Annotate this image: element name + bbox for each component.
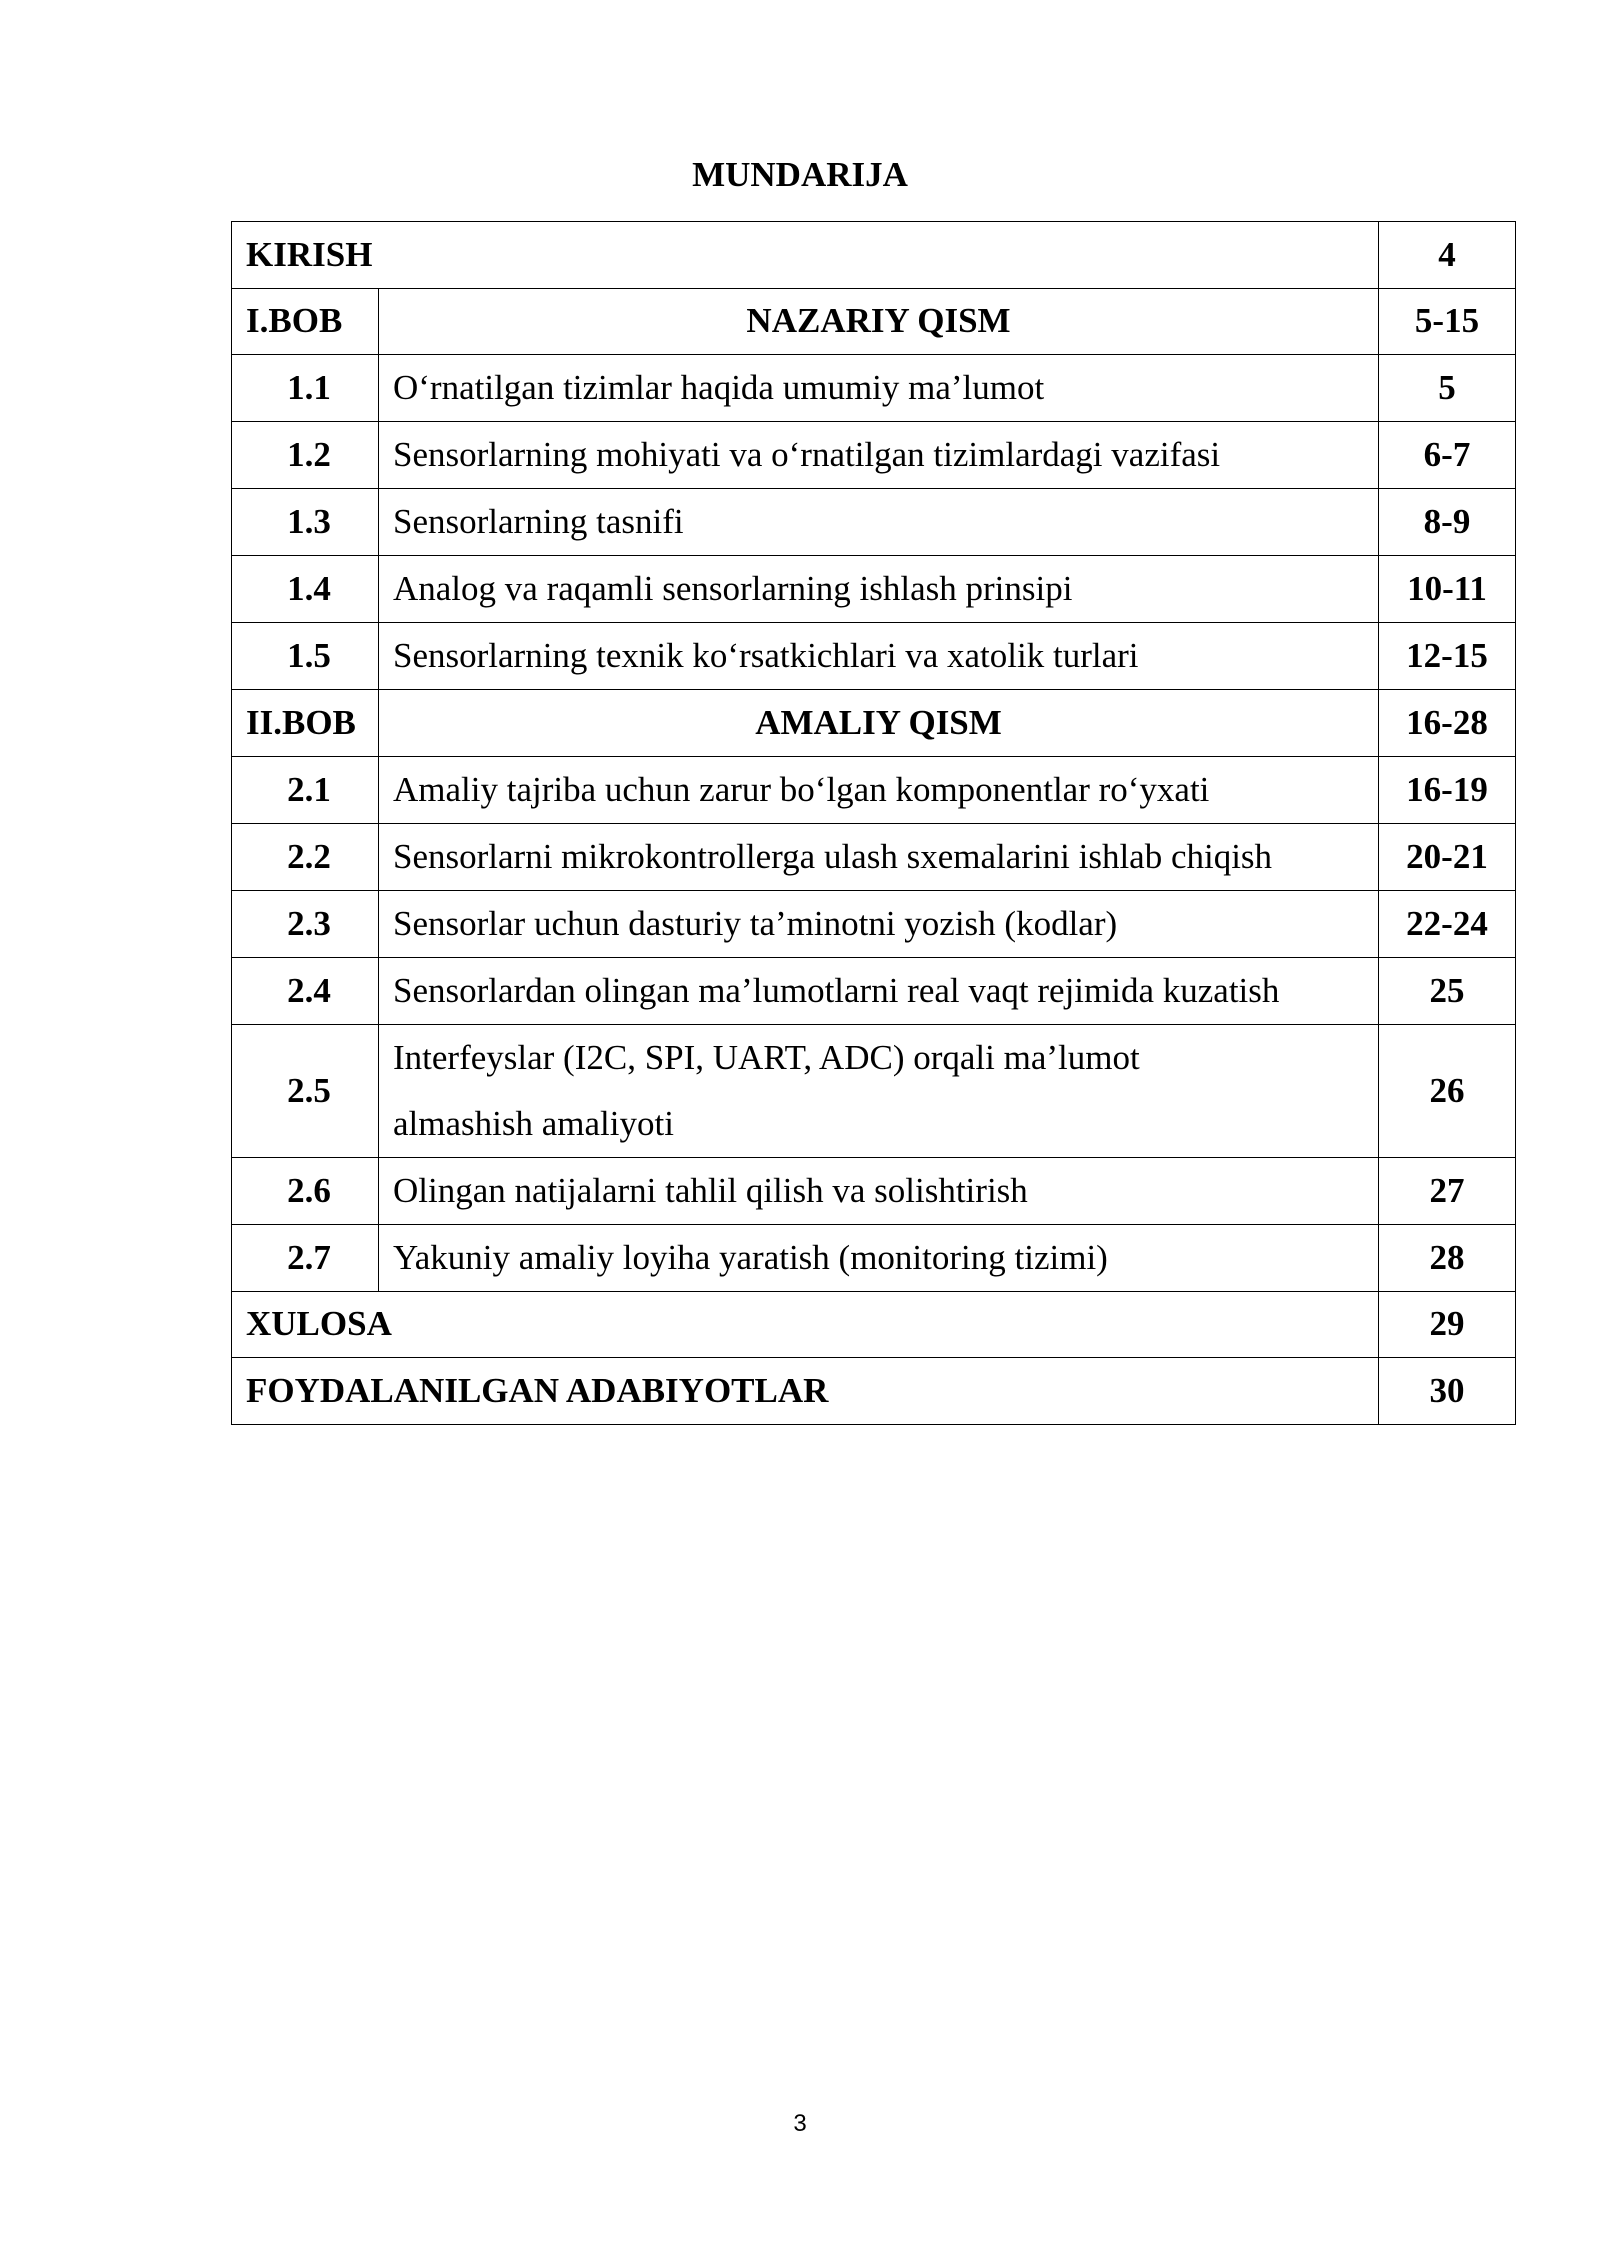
section-page: 22-24 bbox=[1379, 890, 1516, 957]
section-page: 10-11 bbox=[1379, 556, 1516, 623]
section-number: 2.7 bbox=[232, 1224, 379, 1291]
section-title: Olingan natijalarni tahlil qilish va solishtirish bbox=[379, 1157, 1379, 1224]
intro-page: 4 bbox=[1379, 222, 1516, 289]
toc-row-chapter-1 bbox=[232, 288, 1516, 355]
chapter-2-pages: 16-28 bbox=[1379, 690, 1516, 757]
toc-row-chapter-2 bbox=[232, 690, 1516, 757]
toc-row bbox=[232, 957, 1516, 1024]
section-number: 1.3 bbox=[232, 489, 379, 556]
section-number: 2.2 bbox=[232, 823, 379, 890]
section-title: Sensorlarning texnik ko‘rsatkichlari va xatolik turlari bbox=[379, 623, 1379, 690]
page-number: 3 bbox=[793, 2110, 807, 2137]
section-title: Analog va raqamli sensorlarning ishlash prinsipi bbox=[379, 556, 1379, 623]
conclusion-page: 29 bbox=[1379, 1291, 1516, 1358]
section-number: 1.1 bbox=[232, 355, 379, 422]
toc-row bbox=[232, 355, 1516, 422]
section-page: 16-19 bbox=[1379, 756, 1516, 823]
toc-row-conclusion bbox=[232, 1291, 1516, 1358]
section-page: 26 bbox=[1379, 1024, 1516, 1157]
section-page: 5 bbox=[1379, 355, 1516, 422]
toc-row bbox=[232, 1157, 1516, 1224]
conclusion-label: XULOSA bbox=[232, 1291, 1379, 1358]
chapter-1-title: NAZARIY QISM bbox=[379, 288, 1379, 355]
section-page: 25 bbox=[1379, 957, 1516, 1024]
chapter-2-number: II.BOB bbox=[232, 690, 379, 757]
toc-row bbox=[232, 422, 1516, 489]
chapter-1-number: I.BOB bbox=[232, 288, 379, 355]
toc-row bbox=[232, 556, 1516, 623]
section-number: 2.5 bbox=[232, 1024, 379, 1157]
toc-row bbox=[232, 489, 1516, 556]
intro-label: KIRISH bbox=[232, 222, 1379, 289]
section-number: 1.5 bbox=[232, 623, 379, 690]
section-number: 1.2 bbox=[232, 422, 379, 489]
section-number: 2.1 bbox=[232, 756, 379, 823]
section-title: Sensorlarni mikrokontrollerga ulash sxemalarini ishlab chiqish bbox=[379, 823, 1379, 890]
chapter-1-pages: 5-15 bbox=[1379, 288, 1516, 355]
section-title: Yakuniy amaliy loyiha yaratish (monitoring tizimi) bbox=[379, 1224, 1379, 1291]
toc-row bbox=[232, 823, 1516, 890]
section-page: 27 bbox=[1379, 1157, 1516, 1224]
section-number: 1.4 bbox=[232, 556, 379, 623]
section-title: Sensorlardan olingan ma’lumotlarni real vaqt rejimida kuzatish bbox=[379, 957, 1379, 1024]
section-page: 12-15 bbox=[1379, 623, 1516, 690]
section-number: 2.3 bbox=[232, 890, 379, 957]
section-number: 2.6 bbox=[232, 1157, 379, 1224]
references-page: 30 bbox=[1379, 1358, 1516, 1425]
section-page: 6-7 bbox=[1379, 422, 1516, 489]
toc-row bbox=[232, 890, 1516, 957]
section-title-line: almashish amaliyoti bbox=[393, 1103, 674, 1143]
section-title: Sensorlarning mohiyati va o‘rnatilgan tizimlardagi vazifasi bbox=[379, 422, 1379, 489]
section-page: 20-21 bbox=[1379, 823, 1516, 890]
references-label: FOYDALANILGAN ADABIYOTLAR bbox=[232, 1358, 1379, 1425]
toc-row bbox=[232, 1024, 1516, 1157]
toc-row-intro bbox=[232, 222, 1516, 289]
toc-row bbox=[232, 623, 1516, 690]
section-title: Sensorlarning tasnifi bbox=[379, 489, 1379, 556]
section-title-line: Interfeyslar (I2C, SPI, UART, ADC) orqali ma’lumot bbox=[393, 1037, 1140, 1077]
toc-row-references bbox=[232, 1358, 1516, 1425]
page-title: MUNDARIJA bbox=[692, 155, 908, 194]
toc-row bbox=[232, 756, 1516, 823]
section-number: 2.4 bbox=[232, 957, 379, 1024]
table-of-contents bbox=[231, 221, 1516, 1425]
chapter-2-title: AMALIY QISM bbox=[379, 690, 1379, 757]
section-title: Sensorlar uchun dasturiy ta’minotni yozish (kodlar) bbox=[379, 890, 1379, 957]
section-title: O‘rnatilgan tizimlar haqida umumiy ma’lumot bbox=[379, 355, 1379, 422]
section-title: Amaliy tajriba uchun zarur bo‘lgan komponentlar ro‘yxati bbox=[379, 756, 1379, 823]
toc-row bbox=[232, 1224, 1516, 1291]
section-page: 8-9 bbox=[1379, 489, 1516, 556]
section-title bbox=[379, 1024, 1379, 1157]
section-page: 28 bbox=[1379, 1224, 1516, 1291]
